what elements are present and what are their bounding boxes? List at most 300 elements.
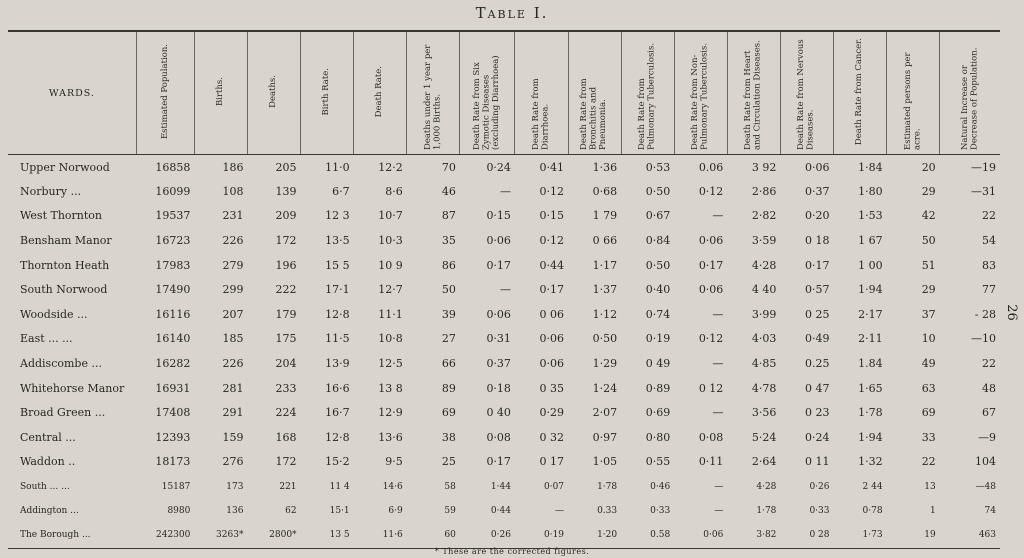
table-cell: 1·37 [592,283,618,297]
table-cell: 13 [924,481,936,492]
table-cell: 5·24 [751,430,777,444]
ward-name: South ... ... [20,481,70,492]
column-header [407,31,460,155]
column-header-wards: WARDS. [8,31,136,155]
table-row [8,155,1000,180]
table-cell: 10·8 [378,332,403,346]
table-cell: 3 92 [751,160,777,174]
table-cell: 42 [921,209,936,223]
table-cell: 0·41 [539,160,565,174]
ward-name: Woodside ... [20,307,88,321]
table-cell: 0·55 [645,455,671,469]
table-cell: 0·17 [805,258,830,272]
table-cell: 58 [444,481,456,492]
column-header [834,31,887,155]
table-cell: 1·05 [592,455,618,469]
table-cell: 463 [940,523,1000,548]
table-cell: 63 [921,381,936,395]
table-cell: 0.25 [805,357,830,371]
table-cell: 1 67 [858,234,883,248]
table-cell: 0·12 [539,234,565,248]
table-cell: 0·18 [486,381,511,395]
table-cell: 0 32 [539,430,565,444]
page-number: 26 [1003,304,1019,321]
table-cell: 0·26 [809,481,830,492]
ward-name: The Borough ... [8,523,136,548]
table-cell: 4 40 [751,283,777,297]
table-cell: 0 17 [539,455,565,469]
table-cell: 2·07 [592,406,618,420]
table-cell: 0·06 [539,332,565,346]
table-cell: 3·56 [751,406,777,420]
column-header [887,31,940,155]
table-cell: 29 [921,283,936,297]
table-cell: 1·20 [568,523,621,548]
table-cell: —31 [971,184,996,198]
table-cell: 1·84 [858,160,883,174]
table-cell: — [555,506,565,517]
table-cell: 22 [982,357,996,371]
table-cell: 1·78 [858,406,883,420]
table-row [8,253,1000,278]
table-cell: 89 [441,381,456,395]
column-header-label: Death Rate from Bronchitis and Pneumonia. [579,77,609,150]
table-cell: 74 [984,506,996,517]
ward-name: Norbury ... [20,184,82,198]
table-cell: 0·50 [645,184,671,198]
column-header-label: Death Rate from Six Zymotic Diseases (excluding Diarrhoea) [472,54,502,150]
table-cell: 59 [444,506,456,517]
table-cell: 0·24 [486,160,511,174]
table-cell: 0·50 [592,332,618,346]
table-cell: 22 [921,455,936,469]
ward-name: Central ... [20,430,76,444]
table-cell: 62 [285,506,297,517]
table-cell: 0 47 [805,381,830,395]
table-cell: 13 5 [301,523,354,548]
table-cell: 16·6 [325,381,350,395]
table-cell: 1·80 [858,184,883,198]
table-cell: —10 [971,332,996,346]
footnote: * These are the corrected figures. [434,547,590,556]
table-cell: 233 [275,381,297,395]
table-cell: 18173 [155,455,191,469]
table-cell: 0·17 [539,283,565,297]
table-cell: 172 [275,455,297,469]
column-header-label: Death Rate from Pulmonary Tuberculosis. [637,42,657,150]
table-cell: 60 [407,523,460,548]
table-cell: 48 [982,381,996,395]
table-cell: 0·53 [645,160,671,174]
ward-name: Broad Green ... [20,406,106,420]
ward-name: Addington ... [20,506,79,517]
ward-name: Addiscombe ... [20,357,102,371]
table-cell: 108 [222,184,244,198]
column-header-label: Death Rate from Cancer. [854,37,865,146]
header-row [8,31,1000,155]
table-cell: 12·9 [378,406,403,420]
table-cell: 12 3 [325,209,350,223]
table-cell: 54 [982,234,996,248]
table-row [8,450,1000,475]
column-header-label: Natural Increase or Decrease of Population. [959,47,980,150]
table-cell: 0·07 [543,481,565,492]
table-cell: 27 [441,332,456,346]
table-cell: 6·7 [332,184,350,198]
column-header [301,31,354,155]
table-cell: 29 [921,184,936,198]
table-cell: 0·67 [645,209,671,223]
table-cell: 17·1 [325,283,350,297]
table-row [8,474,1000,499]
table-cell: 0 40 [486,406,511,420]
table-cell: 37 [921,307,936,321]
table-row [8,327,1000,352]
table-cell: 1·78 [597,481,618,492]
table-cell: 16099 [155,184,191,198]
table-cell: 0·12 [698,184,724,198]
table-cell: 12·8 [325,430,350,444]
table-row [8,376,1000,401]
table-cell: 0 49 [645,357,671,371]
table-cell: 226 [222,234,244,248]
table-cell: 11·0 [325,160,350,174]
table-cell: 1·65 [858,381,883,395]
table-cell: 0·80 [645,430,671,444]
table-cell: 8·6 [385,184,403,198]
column-header-label: Death Rate from Diarrhoea. [530,77,551,150]
table-cell: 1 79 [592,209,618,223]
table-cell: 0·31 [486,332,511,346]
ward-name: Whitehorse Manor [20,381,125,395]
column-header [568,31,621,155]
table-cell: 0·20 [805,209,830,223]
column-header [940,31,1000,155]
column-header [247,31,300,155]
table-cell: 0·11 [698,455,724,469]
table-cell: 10 [921,332,936,346]
table-cell: —48 [975,481,996,492]
table-cell: 1·53 [858,209,883,223]
table-cell: 179 [275,307,297,321]
table-cell: — [712,406,724,420]
table-cell: 0·40 [645,283,671,297]
table-cell: 16282 [155,357,191,371]
table-cell: 10 9 [378,258,403,272]
table-cell: 2·86 [751,184,777,198]
table-cell: 86 [441,258,456,272]
table-cell: 299 [222,283,244,297]
table-cell: 9·5 [385,455,403,469]
table-cell: 0·69 [645,406,671,420]
table-cell: 1·73 [834,523,887,548]
table-row [8,425,1000,450]
table-row [8,179,1000,204]
table-cell: 1·94 [858,283,883,297]
table-cell: 35 [441,234,456,248]
table-cell: 14·6 [382,481,403,492]
table-cell: 13·6 [378,430,403,444]
table-cell: 4·28 [756,481,777,492]
table-cell: 2·82 [751,209,777,223]
table-cell: 2·11 [858,332,883,346]
table-cell: 172 [275,234,297,248]
table-cell: 13·5 [325,234,350,248]
table-cell: 13·9 [325,357,350,371]
column-header [460,31,515,155]
column-header-label: Death Rate from Nervous Diseases. [796,38,816,150]
column-header [515,31,568,155]
table-cell: 0·44 [490,506,511,517]
table-cell: 16140 [155,332,191,346]
table-cell: 0 23 [805,406,830,420]
ward-name: Bensham Manor [20,234,112,248]
table-cell: 3·59 [751,234,777,248]
table-cell: 3263* [194,523,247,548]
table-cell: 70 [441,160,456,174]
table-cell: 77 [982,283,996,297]
table-cell: 279 [222,258,244,272]
column-header-label: Deaths. [268,75,279,108]
table-cell: 0·06 [674,523,727,548]
table-cell: 0·74 [645,307,671,321]
table-cell: 0·06 [539,357,565,371]
table-cell: 0·17 [486,258,511,272]
table-cell: 0·26 [460,523,515,548]
table-cell: 221 [279,481,297,492]
table-cell: 0·57 [805,283,830,297]
table-cell: 15·2 [325,455,350,469]
table-cell: — [714,481,724,492]
table-cell: 22 [982,209,996,223]
table-cell: 1·36 [592,160,618,174]
table-cell: 1.84 [858,357,883,371]
table-cell: 0·12 [698,332,724,346]
table-cell: 1·32 [858,455,883,469]
table-cell: 11·6 [354,523,407,548]
table-cell: 39 [441,307,456,321]
table-cell: 0.33 [597,506,618,517]
table-cell: —9 [978,430,996,444]
table-cell: 25 [441,455,456,469]
table-cell: 2800* [247,523,300,548]
table-cell: 0 18 [805,234,830,248]
table-row [8,228,1000,253]
table-cell: 242300 [136,523,194,548]
table-cell: 2 44 [862,481,883,492]
table-cell: 224 [275,406,297,420]
table-cell: 15187 [161,481,191,492]
table-cell: 104 [975,455,996,469]
table-cell: 10·7 [378,209,403,223]
table-cell: — [714,506,724,517]
table-cell: 0·68 [592,184,618,198]
table-cell: 0·17 [698,258,724,272]
table-cell: 19 [887,523,940,548]
table-cell: 0·50 [645,258,671,272]
column-header [727,31,780,155]
table-cell: 281 [222,381,244,395]
ward-name: Upper Norwood [20,160,110,174]
table-cell: 10·3 [378,234,403,248]
table-cell: 0·19 [515,523,568,548]
table-cell: — [712,307,724,321]
table-cell: 207 [222,307,244,321]
table-cell: —19 [971,160,996,174]
table-cell: 1·78 [756,506,777,517]
table-cell: 11·1 [378,307,403,321]
table-cell: 13 8 [378,381,403,395]
table-cell: 0·19 [645,332,671,346]
table-cell: 16116 [155,307,191,321]
table-cell: 205 [275,160,297,174]
table-body [8,155,1000,549]
table-cell: 0·78 [862,506,883,517]
column-header [780,31,833,155]
column-header-label: Births. [215,77,226,106]
table-cell: - 28 [974,307,996,321]
table-cell: 33 [921,430,936,444]
table-cell: 209 [275,209,297,223]
table-cell: 0·49 [805,332,830,346]
column-header [354,31,407,155]
table-cell: 0·15 [486,209,511,223]
table-cell: 173 [226,481,244,492]
table-cell: 0·29 [539,406,565,420]
table-cell: 0·06 [698,234,724,248]
ward-statistics-table [8,30,1000,549]
table-cell: — [499,184,511,198]
ward-name: South Norwood [20,283,108,297]
table-cell: — [499,283,511,297]
table-cell: 3·99 [751,307,777,321]
table-cell: 0·37 [486,357,511,371]
table-row [8,351,1000,376]
table-row [8,400,1000,425]
table-cell: 0 28 [780,523,833,548]
table-cell: 0 25 [805,307,830,321]
table-cell: 185 [222,332,244,346]
table-cell: 11 4 [329,481,350,492]
table-cell: 15 5 [325,258,350,272]
table-cell: 4·78 [751,381,777,395]
table-cell: 0 35 [539,381,565,395]
table-cell: 0·12 [539,184,565,198]
table-cell: 1·29 [592,357,618,371]
table-cell: 0.58 [621,523,674,548]
table-cell: 0·17 [486,455,511,469]
table-cell: 0 12 [698,381,724,395]
table-cell: 87 [441,209,456,223]
table-cell: 67 [982,406,996,420]
table-cell: 12·7 [378,283,403,297]
table-cell: 3·82 [727,523,780,548]
table-cell: 1·94 [858,430,883,444]
column-header-label: Death Rate. [374,65,385,118]
table-cell: 15·1 [329,506,350,517]
table-cell: 0·37 [805,184,830,198]
table-cell: 139 [275,184,297,198]
table-cell: 1 00 [858,258,883,272]
table-cell: 1·24 [592,381,618,395]
table-cell: 222 [275,283,297,297]
column-header-label: Deaths under 1 year per 1,000 Births. [422,44,443,150]
column-header [194,31,247,155]
column-header-label: Death Rate from Non-Pulmonary Tuberculosis. [690,42,710,150]
table-cell: 66 [441,357,456,371]
table-cell: 1 [929,506,936,517]
table-cell: 1·12 [592,307,618,321]
table-row [8,277,1000,302]
table-cell: 12·8 [325,307,350,321]
table-cell: 83 [982,258,996,272]
table-cell: 17408 [155,406,191,420]
table-cell: 1·17 [592,258,618,272]
table-cell: 186 [222,160,244,174]
table-cell: 38 [441,430,456,444]
table-row [8,499,1000,524]
table-cell: 0·24 [805,430,830,444]
table-cell: 2·64 [751,455,777,469]
table-cell: — [712,357,724,371]
table-title: Table I. [475,4,549,22]
table-cell: 19537 [155,209,191,223]
column-header-label: Estimated persons per acre. [902,51,923,150]
table-cell: 231 [222,209,244,223]
table-cell: 50 [921,234,936,248]
table-cell: 11·5 [325,332,350,346]
table-cell: 0.06 [698,160,724,174]
table-cell: 69 [921,406,936,420]
table-cell: 276 [222,455,244,469]
table-cell: 0·97 [592,430,618,444]
column-header [136,31,194,155]
table-cell: 0·06 [486,234,511,248]
table-cell: 159 [222,430,244,444]
table-cell: 0·46 [650,481,671,492]
table-cell: 0 06 [539,307,565,321]
table-row [8,523,1000,548]
table-cell: 204 [275,357,297,371]
table-cell: 50 [441,283,456,297]
table-cell: 0·06 [486,307,511,321]
table-cell: 2·17 [858,307,883,321]
table-cell: 16858 [155,160,191,174]
table-cell: 12393 [155,430,191,444]
table-cell: 1·44 [490,481,511,492]
table-cell: 17983 [155,258,191,272]
table-cell: 0·08 [698,430,724,444]
ward-name: West Thornton [20,209,102,223]
table-cell: 4·28 [751,258,777,272]
table-cell: 16·7 [325,406,350,420]
table-cell: 20 [921,160,936,174]
table-cell: 0·06 [805,160,830,174]
table-cell: 0·44 [539,258,565,272]
table-cell: 69 [441,406,456,420]
table-row [8,302,1000,327]
table-cell: 16931 [155,381,191,395]
table-cell: 0 66 [592,234,618,248]
column-header-label: Estimated Population. [159,43,170,140]
table-cell: 6·9 [388,506,403,517]
table-cell: 46 [441,184,456,198]
table-cell: 4·03 [751,332,777,346]
table-cell: 175 [275,332,297,346]
ward-name: Waddon .. [20,455,76,469]
table-cell: 0·84 [645,234,671,248]
table-cell: 8980 [167,506,191,517]
